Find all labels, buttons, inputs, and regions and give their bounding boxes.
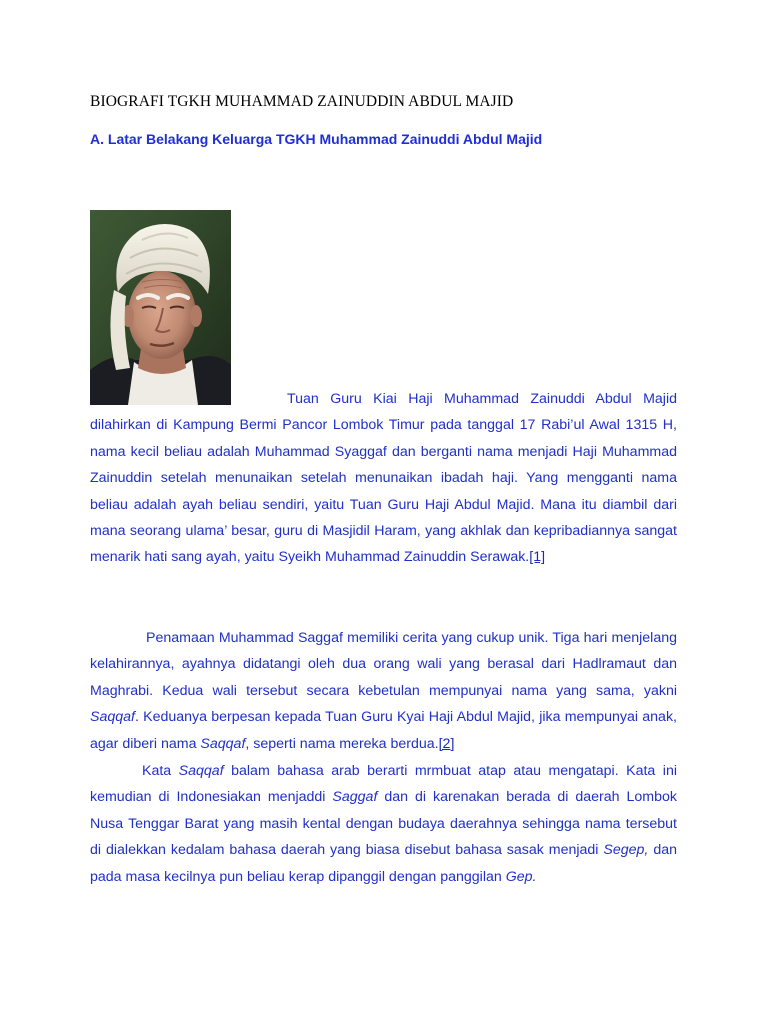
document-title: BIOGRAFI TGKH MUHAMMAD ZAINUDDIN ABDUL MAJID — [90, 93, 514, 110]
paragraph-2-part1: Penamaan Muhammad Saggaf memiliki cerita yang cukup unik. Tiga hari menjelang kelahirannya, ayahnya didatangi oleh dua orang wali yang berasal dari Hadlramaut dan Maghrabi. Kedua wali tersebut secara kebetulan mempunyai nama yang sama, yakni — [90, 630, 677, 699]
term-saggaf: Saggaf — [332, 789, 378, 806]
section-heading: A. Latar Belakang Keluarga TGKH Muhammad Zainuddi Abdul Majid — [90, 131, 543, 147]
paragraph-1-text: Tuan Guru Kiai Haji Muhammad Zainuddi Abdul Majid dilahirkan di Kampung Bermi Pancor Lombok Timur pada tanggal 17 Rabi’ul Awal 1315 H, nama kecil beliau adalah Muhammad Syaggaf dan berganti nama menjadi Haji Muhammad Zainuddin setelah menunaikan setelah menunaikan ibadah haji. Yang mengganti nama beliau adalah ayah beliau sendiri, yaitu Tuan Guru Haji Abdul Majid. Mana itu diambil dari mana seorang ulama’ besar, guru di Masjidil Haram, yang akhlak dan kepribadiannya sangat menarik hati sang ayah, yaitu Syeikh Muhammad Zainuddin Serawak. — [90, 391, 677, 566]
paragraph-2-part2: . Keduanya berpesan kepada Tuan Guru Kyai Haji Abdul Majid, jika mempunyai anak, agar diberi nama — [90, 709, 677, 752]
paragraph-3-part3: dan di karenakan berada di daerah Lombok Nusa Tenggar Barat yang masih kental dengan budaya daerahnya sehingga nama tersebut di dialekkan kedalam bahasa daerah yang biasa disebut bahasa sasak menjadi — [90, 789, 677, 859]
paragraph-1 — [90, 386, 677, 571]
paragraph-3 — [90, 758, 677, 890]
footnote-link-1[interactable]: [1] — [529, 549, 546, 566]
paragraph-3-part2: balam bahasa arab berarti mrmbuat atap atau mengatapi. Kata ini kemudian di Indonesiakan menjaddi — [90, 763, 677, 806]
term-segep: Segep, — [603, 842, 649, 859]
term-gep: Gep. — [505, 868, 537, 885]
term-saqqaf: Saqqaf — [178, 763, 224, 779]
paragraph-2 — [90, 625, 677, 757]
paragraph-3-part4: dan pada masa kecilnya pun beliau kerap dipanggil dengan panggilan — [90, 842, 677, 885]
portrait-photo — [90, 210, 231, 405]
paragraph-3-part1: Kata — [142, 763, 179, 779]
term-saqqaf: Saqqaf — [200, 735, 246, 752]
term-saqqaf: Saqqaf — [90, 709, 135, 726]
paragraph-2-part3: , seperti nama mereka berdua. — [245, 735, 439, 752]
footnote-link-2[interactable]: [2] — [438, 735, 455, 752]
